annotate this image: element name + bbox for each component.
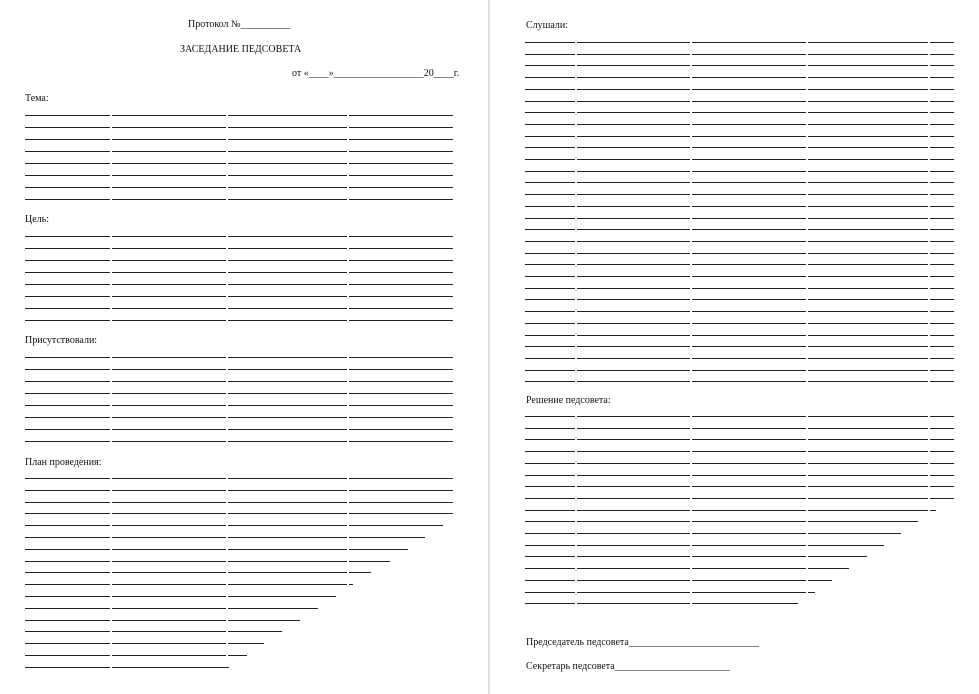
ruled-line	[525, 101, 954, 102]
ruled-line	[25, 115, 453, 116]
ruled-line	[25, 502, 453, 503]
ruled-line	[25, 549, 408, 550]
ruled-line	[25, 478, 453, 479]
left-ruled-lines	[0, 0, 488, 694]
ruled-line	[525, 136, 954, 137]
ruled-line	[25, 561, 390, 562]
ruled-line	[25, 643, 264, 644]
ruled-line	[25, 417, 453, 418]
ruled-line	[25, 381, 453, 382]
ruled-line	[525, 568, 849, 569]
ruled-line	[525, 486, 954, 487]
ruled-line	[525, 533, 901, 534]
ruled-line	[525, 276, 954, 277]
ruled-line	[25, 584, 353, 585]
ruled-line	[25, 199, 453, 200]
ruled-line	[525, 358, 954, 359]
ruled-line	[525, 370, 954, 371]
topic-label: Тема:	[25, 93, 49, 104]
ruled-line	[25, 139, 453, 140]
ruled-line	[525, 451, 954, 452]
meeting-title: ЗАСЕДАНИЕ ПЕДСОВЕТА	[180, 44, 302, 55]
right-document-page	[490, 0, 979, 694]
ruled-line	[525, 288, 954, 289]
ruled-line	[25, 296, 453, 297]
ruled-line	[25, 163, 453, 164]
ruled-line	[525, 428, 954, 429]
ruled-line	[525, 65, 954, 66]
ruled-line	[525, 159, 954, 160]
ruled-line	[525, 311, 954, 312]
ruled-line	[525, 253, 954, 254]
ruled-line	[525, 89, 954, 90]
ruled-line	[525, 54, 954, 55]
ruled-line	[525, 335, 954, 336]
ruled-line	[525, 545, 884, 546]
ruled-line	[25, 572, 371, 573]
ruled-line	[25, 187, 453, 188]
protocol-number-line: Протокол №__________	[188, 19, 291, 30]
ruled-line	[525, 264, 954, 265]
ruled-line	[25, 248, 453, 249]
ruled-line	[525, 580, 832, 581]
ruled-line	[25, 260, 453, 261]
ruled-line	[525, 147, 954, 148]
ruled-line	[525, 323, 954, 324]
ruled-line	[525, 603, 798, 604]
ruled-line	[25, 320, 453, 321]
ruled-line	[25, 537, 425, 538]
ruled-line	[525, 498, 954, 499]
ruled-line	[525, 194, 954, 195]
ruled-line	[25, 631, 282, 632]
ruled-line	[25, 655, 247, 656]
ruled-line	[525, 206, 954, 207]
ruled-line	[525, 218, 954, 219]
heard-label: Слушали:	[526, 20, 569, 31]
secretary-signature-line: Секретарь педсовета_______________________	[526, 661, 730, 672]
ruled-line	[25, 441, 453, 442]
ruled-line	[525, 521, 918, 522]
goal-label: Цель:	[25, 214, 49, 225]
ruled-line	[525, 77, 954, 78]
right-ruled-lines	[490, 0, 979, 694]
ruled-line	[525, 463, 954, 464]
present-label: Присутствовали:	[25, 335, 98, 346]
ruled-line	[525, 241, 954, 242]
ruled-line	[25, 369, 453, 370]
ruled-line	[525, 171, 954, 172]
ruled-line	[25, 608, 318, 609]
ruled-line	[25, 393, 453, 394]
ruled-line	[25, 490, 453, 491]
ruled-line	[525, 182, 954, 183]
ruled-line	[25, 236, 453, 237]
plan-label: План проведения:	[25, 457, 102, 468]
ruled-line	[25, 429, 453, 430]
ruled-line	[25, 596, 336, 597]
ruled-line	[525, 510, 936, 511]
ruled-line	[525, 439, 954, 440]
ruled-line	[25, 620, 300, 621]
ruled-line	[525, 124, 954, 125]
ruled-line	[25, 308, 453, 309]
ruled-line	[25, 272, 453, 273]
ruled-line	[25, 151, 453, 152]
ruled-line	[25, 175, 453, 176]
ruled-line	[25, 357, 453, 358]
ruled-line	[525, 112, 954, 113]
ruled-line	[25, 667, 229, 668]
ruled-line	[525, 381, 954, 382]
meeting-date-line: от «____»__________________20____г.	[292, 68, 460, 79]
ruled-line	[525, 299, 954, 300]
ruled-line	[525, 475, 954, 476]
ruled-line	[525, 592, 815, 593]
ruled-line	[25, 513, 453, 514]
ruled-line	[25, 405, 453, 406]
ruled-line	[25, 127, 453, 128]
ruled-line	[525, 416, 954, 417]
ruled-line	[25, 284, 453, 285]
ruled-line	[525, 42, 954, 43]
ruled-line	[525, 229, 954, 230]
ruled-line	[525, 346, 954, 347]
left-document-page	[0, 0, 488, 694]
chairman-signature-line: Председатель педсовета__________________________	[526, 637, 759, 648]
decision-label: Решение педсовета:	[526, 395, 611, 406]
ruled-line	[25, 525, 443, 526]
